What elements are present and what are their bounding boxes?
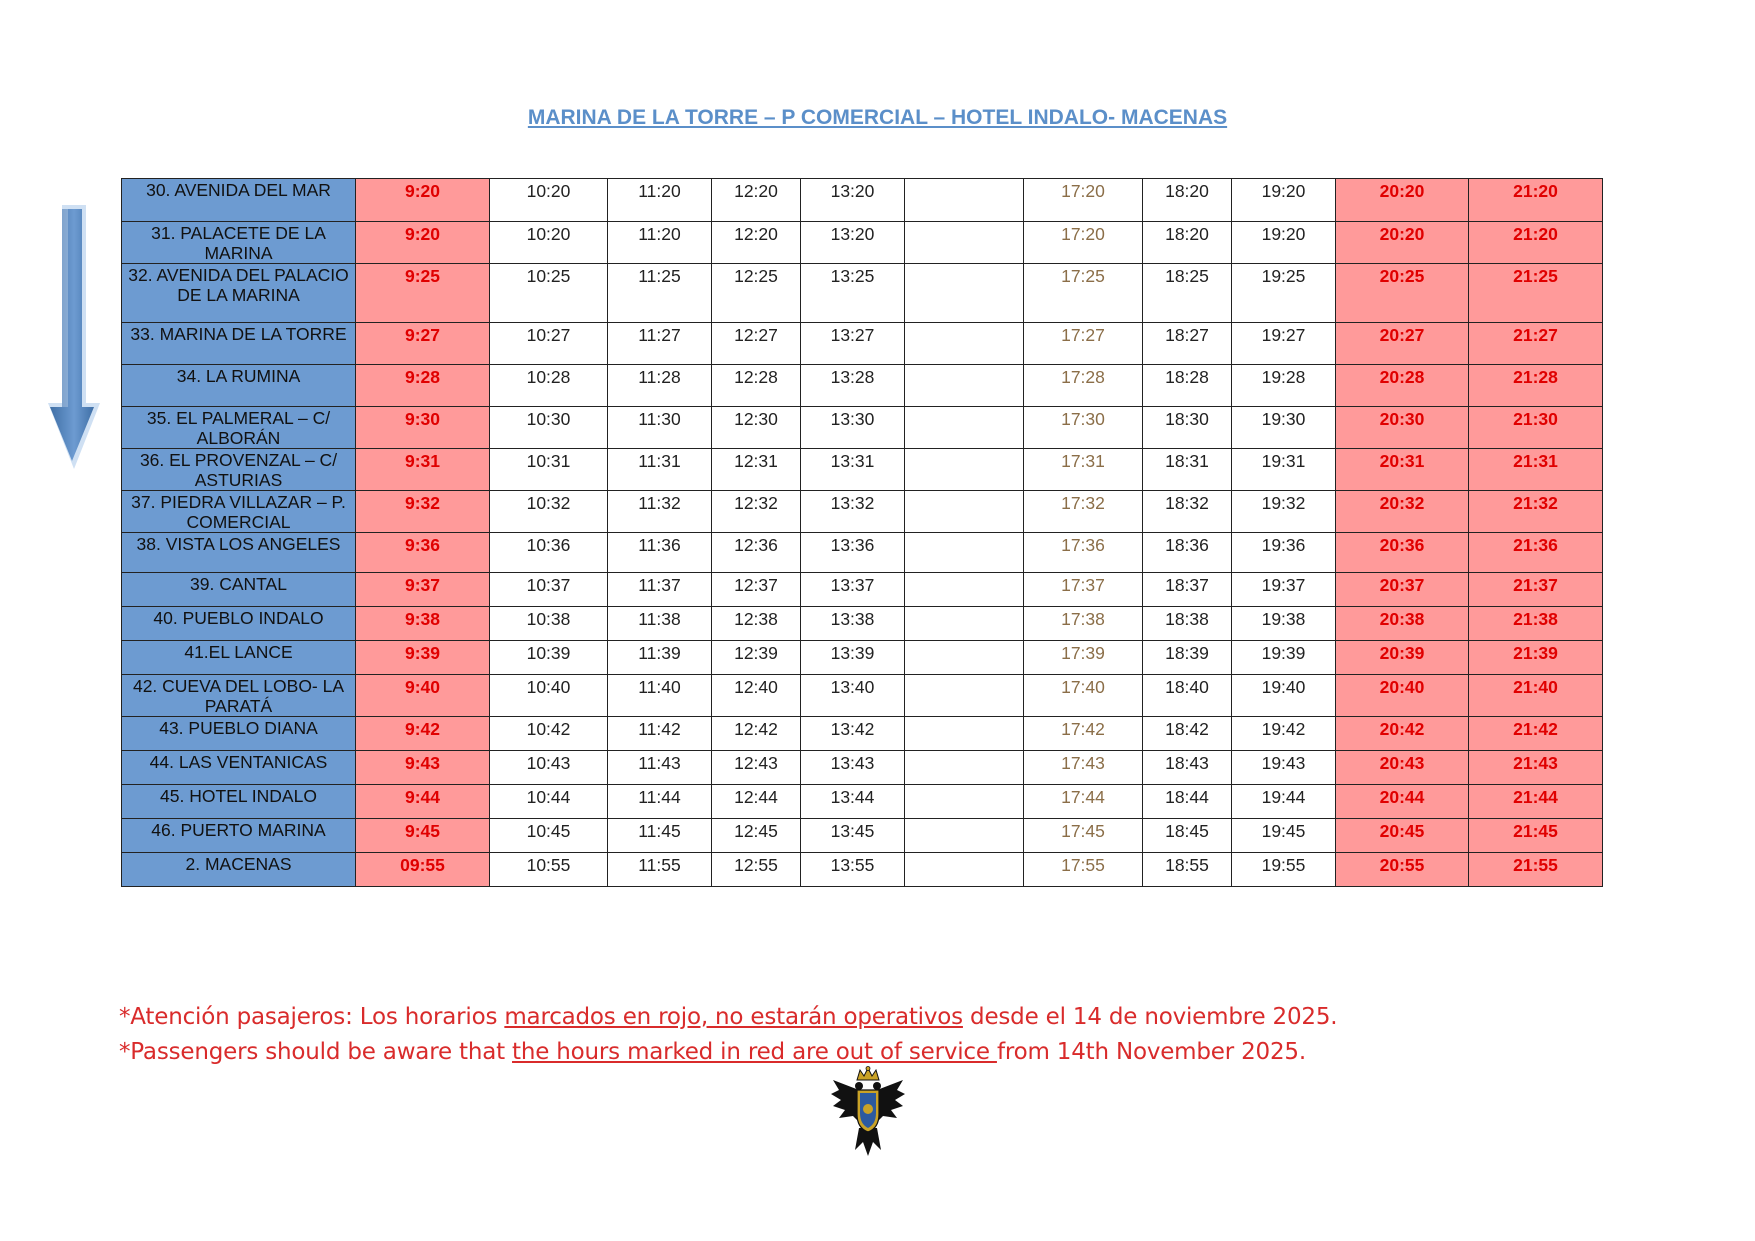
departure-time: 12:37	[712, 573, 801, 607]
departure-time: 9:25	[356, 264, 490, 323]
departure-time: 12:20	[712, 222, 801, 264]
departure-time: 12:55	[712, 853, 801, 887]
departure-time: 13:39	[801, 641, 905, 675]
departure-time: 17:42	[1024, 717, 1143, 751]
table-row	[122, 533, 1603, 573]
departure-time: 19:27	[1232, 323, 1336, 365]
departure-time: 9:31	[356, 449, 490, 491]
departure-time: 21:40	[1469, 675, 1603, 717]
departure-time: 11:43	[608, 751, 712, 785]
departure-time: 19:45	[1232, 819, 1336, 853]
stop-name: 2. MACENAS	[122, 853, 356, 887]
departure-time: 18:42	[1143, 717, 1232, 751]
departure-time: 21:38	[1469, 607, 1603, 641]
departure-time: 19:28	[1232, 365, 1336, 407]
departure-time: 9:42	[356, 717, 490, 751]
departure-time: 10:25	[490, 264, 608, 323]
departure-time: 11:39	[608, 641, 712, 675]
notice-es-underlined: marcados en rojo, no estarán operativos	[504, 1004, 963, 1030]
notice-es-before: *Atención pasajeros: Los horarios	[119, 1004, 505, 1030]
departure-time: 13:55	[801, 853, 905, 887]
departure-time: 9:38	[356, 607, 490, 641]
departure-time: 18:45	[1143, 819, 1232, 853]
notice-en-after: from 14th November 2025.	[996, 1039, 1306, 1065]
departure-time: 18:30	[1143, 407, 1232, 449]
empty-cell	[905, 607, 1024, 641]
empty-cell	[905, 675, 1024, 717]
departure-time: 17:45	[1024, 819, 1143, 853]
departure-time: 19:32	[1232, 491, 1336, 533]
departure-time: 18:20	[1143, 222, 1232, 264]
departure-time: 18:32	[1143, 491, 1232, 533]
departure-time: 17:32	[1024, 491, 1143, 533]
departure-time: 21:37	[1469, 573, 1603, 607]
departure-time: 13:45	[801, 819, 905, 853]
departure-time: 18:38	[1143, 607, 1232, 641]
departure-time: 20:25	[1336, 264, 1469, 323]
notice-en-before: *Passengers should be aware that	[119, 1039, 513, 1065]
table-row	[122, 491, 1603, 533]
empty-cell	[905, 179, 1024, 222]
departure-time: 13:28	[801, 365, 905, 407]
departure-time: 21:31	[1469, 449, 1603, 491]
departure-time: 20:20	[1336, 222, 1469, 264]
departure-time: 12:25	[712, 264, 801, 323]
empty-cell	[905, 407, 1024, 449]
departure-time: 21:45	[1469, 819, 1603, 853]
departure-time: 17:37	[1024, 573, 1143, 607]
departure-time: 20:45	[1336, 819, 1469, 853]
coat-of-arms-crest	[829, 1066, 907, 1158]
departure-time: 21:30	[1469, 407, 1603, 449]
departure-time: 13:36	[801, 533, 905, 573]
departure-time: 21:25	[1469, 264, 1603, 323]
departure-time: 11:38	[608, 607, 712, 641]
page-title: MARINA DE LA TORRE – P COMERCIAL – HOTEL INDALO- MACENAS	[527, 106, 1228, 129]
departure-time: 9:20	[356, 179, 490, 222]
departure-time: 17:36	[1024, 533, 1143, 573]
departure-time: 20:31	[1336, 449, 1469, 491]
empty-cell	[905, 853, 1024, 887]
departure-time: 9:27	[356, 323, 490, 365]
departure-time: 12:28	[712, 365, 801, 407]
departure-time: 10:36	[490, 533, 608, 573]
departure-time: 13:42	[801, 717, 905, 751]
table-row	[122, 323, 1603, 365]
departure-time: 11:37	[608, 573, 712, 607]
departure-time: 12:32	[712, 491, 801, 533]
departure-time: 12:31	[712, 449, 801, 491]
stop-name: 46. PUERTO MARINA	[122, 819, 356, 853]
table-row	[122, 573, 1603, 607]
departure-time: 13:20	[801, 179, 905, 222]
departure-time: 19:55	[1232, 853, 1336, 887]
empty-cell	[905, 264, 1024, 323]
departure-time: 20:30	[1336, 407, 1469, 449]
departure-time: 18:25	[1143, 264, 1232, 323]
departure-time: 11:36	[608, 533, 712, 573]
departure-time: 21:39	[1469, 641, 1603, 675]
empty-cell	[905, 819, 1024, 853]
departure-time: 20:40	[1336, 675, 1469, 717]
departure-time: 12:39	[712, 641, 801, 675]
stop-name: 43. PUEBLO DIANA	[122, 717, 356, 751]
departure-time: 20:55	[1336, 853, 1469, 887]
departure-time: 18:40	[1143, 675, 1232, 717]
departure-time: 10:37	[490, 573, 608, 607]
stop-name: 38. VISTA LOS ANGELES	[122, 533, 356, 573]
empty-cell	[905, 491, 1024, 533]
departure-time: 21:27	[1469, 323, 1603, 365]
departure-time: 10:43	[490, 751, 608, 785]
departure-time: 20:42	[1336, 717, 1469, 751]
empty-cell	[905, 533, 1024, 573]
departure-time: 13:30	[801, 407, 905, 449]
departure-time: 18:39	[1143, 641, 1232, 675]
departure-time: 11:28	[608, 365, 712, 407]
departure-time: 17:30	[1024, 407, 1143, 449]
departure-time: 11:55	[608, 853, 712, 887]
departure-time: 9:32	[356, 491, 490, 533]
departure-time: 20:39	[1336, 641, 1469, 675]
departure-time: 18:27	[1143, 323, 1232, 365]
empty-cell	[905, 222, 1024, 264]
departure-time: 11:30	[608, 407, 712, 449]
departure-time: 9:44	[356, 785, 490, 819]
departure-time: 19:42	[1232, 717, 1336, 751]
departure-time: 19:30	[1232, 407, 1336, 449]
empty-cell	[905, 785, 1024, 819]
stop-name: 31. PALACETE DE LA MARINA	[122, 222, 356, 264]
departure-time: 18:37	[1143, 573, 1232, 607]
departure-time: 21:44	[1469, 785, 1603, 819]
departure-time: 18:20	[1143, 179, 1232, 222]
departure-time: 13:37	[801, 573, 905, 607]
departure-time: 10:39	[490, 641, 608, 675]
departure-time: 12:36	[712, 533, 801, 573]
departure-time: 13:44	[801, 785, 905, 819]
departure-time: 9:45	[356, 819, 490, 853]
departure-time: 11:45	[608, 819, 712, 853]
departure-time: 9:36	[356, 533, 490, 573]
departure-time: 9:39	[356, 641, 490, 675]
departure-time: 10:45	[490, 819, 608, 853]
stop-name: 41.EL LANCE	[122, 641, 356, 675]
departure-time: 13:25	[801, 264, 905, 323]
notice-en-underlined: the hours marked in red are out of service	[512, 1039, 997, 1065]
departure-time: 11:32	[608, 491, 712, 533]
departure-time: 20:27	[1336, 323, 1469, 365]
table-row	[122, 607, 1603, 641]
departure-time: 13:32	[801, 491, 905, 533]
departure-time: 18:31	[1143, 449, 1232, 491]
stop-name: 42. CUEVA DEL LOBO- LA PARATÁ	[122, 675, 356, 717]
departure-time: 12:43	[712, 751, 801, 785]
departure-time: 13:31	[801, 449, 905, 491]
stop-name: 35. EL PALMERAL – C/ ALBORÁN	[122, 407, 356, 449]
departure-time: 11:27	[608, 323, 712, 365]
departure-time: 10:40	[490, 675, 608, 717]
stop-name: 45. HOTEL INDALO	[122, 785, 356, 819]
departure-time: 12:42	[712, 717, 801, 751]
table-row	[122, 853, 1603, 887]
departure-time: 17:39	[1024, 641, 1143, 675]
departure-time: 11:31	[608, 449, 712, 491]
departure-time: 12:27	[712, 323, 801, 365]
table-row	[122, 675, 1603, 717]
departure-time: 11:40	[608, 675, 712, 717]
departure-time: 12:20	[712, 179, 801, 222]
departure-time: 12:30	[712, 407, 801, 449]
empty-cell	[905, 751, 1024, 785]
departure-time: 12:45	[712, 819, 801, 853]
departure-time: 9:37	[356, 573, 490, 607]
down-arrow-icon	[48, 203, 100, 473]
departure-time: 20:32	[1336, 491, 1469, 533]
table-row	[122, 819, 1603, 853]
departure-time: 19:20	[1232, 222, 1336, 264]
schedule-table	[121, 178, 1603, 887]
stop-name: 32. AVENIDA DEL PALACIO DE LA MARINA	[122, 264, 356, 323]
table-row	[122, 751, 1603, 785]
departure-time: 21:36	[1469, 533, 1603, 573]
departure-time: 19:20	[1232, 179, 1336, 222]
departure-time: 9:30	[356, 407, 490, 449]
table-row	[122, 449, 1603, 491]
departure-time: 11:44	[608, 785, 712, 819]
empty-cell	[905, 717, 1024, 751]
departure-time: 17:28	[1024, 365, 1143, 407]
table-row	[122, 785, 1603, 819]
departure-time: 20:37	[1336, 573, 1469, 607]
departure-time: 12:44	[712, 785, 801, 819]
departure-time: 9:40	[356, 675, 490, 717]
departure-time: 10:44	[490, 785, 608, 819]
stop-name: 37. PIEDRA VILLAZAR – P. COMERCIAL	[122, 491, 356, 533]
departure-time: 17:25	[1024, 264, 1143, 323]
empty-cell	[905, 323, 1024, 365]
departure-time: 20:20	[1336, 179, 1469, 222]
departure-time: 09:55	[356, 853, 490, 887]
departure-time: 10:42	[490, 717, 608, 751]
departure-time: 11:20	[608, 179, 712, 222]
departure-time: 17:43	[1024, 751, 1143, 785]
departure-time: 19:40	[1232, 675, 1336, 717]
departure-time: 10:55	[490, 853, 608, 887]
stop-name: 33. MARINA DE LA TORRE	[122, 323, 356, 365]
departure-time: 17:20	[1024, 179, 1143, 222]
departure-time: 13:43	[801, 751, 905, 785]
departure-time: 21:55	[1469, 853, 1603, 887]
departure-time: 18:43	[1143, 751, 1232, 785]
stop-name: 40. PUEBLO INDALO	[122, 607, 356, 641]
table-row	[122, 641, 1603, 675]
departure-time: 21:28	[1469, 365, 1603, 407]
departure-time: 17:44	[1024, 785, 1143, 819]
departure-time: 10:28	[490, 365, 608, 407]
departure-time: 17:38	[1024, 607, 1143, 641]
empty-cell	[905, 365, 1024, 407]
empty-cell	[905, 641, 1024, 675]
departure-time: 13:40	[801, 675, 905, 717]
departure-time: 19:37	[1232, 573, 1336, 607]
stop-name: 30. AVENIDA DEL MAR	[122, 179, 356, 222]
departure-time: 10:31	[490, 449, 608, 491]
departure-time: 10:27	[490, 323, 608, 365]
departure-time: 9:20	[356, 222, 490, 264]
empty-cell	[905, 573, 1024, 607]
notice-es-after: desde el 14 de noviembre 2025.	[962, 1004, 1338, 1030]
departure-time: 17:27	[1024, 323, 1143, 365]
notice-english	[119, 1039, 1306, 1065]
departure-time: 10:32	[490, 491, 608, 533]
stop-name: 34. LA RUMINA	[122, 365, 356, 407]
departure-time: 18:55	[1143, 853, 1232, 887]
departure-time: 19:25	[1232, 264, 1336, 323]
departure-time: 19:36	[1232, 533, 1336, 573]
departure-time: 18:44	[1143, 785, 1232, 819]
departure-time: 18:28	[1143, 365, 1232, 407]
departure-time: 10:38	[490, 607, 608, 641]
departure-time: 17:40	[1024, 675, 1143, 717]
departure-time: 10:20	[490, 222, 608, 264]
table-row	[122, 717, 1603, 751]
departure-time: 20:28	[1336, 365, 1469, 407]
departure-time: 20:38	[1336, 607, 1469, 641]
table-row	[122, 222, 1603, 264]
stop-name: 36. EL PROVENZAL – C/ ASTURIAS	[122, 449, 356, 491]
departure-time: 21:42	[1469, 717, 1603, 751]
departure-time: 11:42	[608, 717, 712, 751]
empty-cell	[905, 449, 1024, 491]
departure-time: 21:20	[1469, 222, 1603, 264]
departure-time: 19:38	[1232, 607, 1336, 641]
stop-name: 44. LAS VENTANICAS	[122, 751, 356, 785]
table-row	[122, 407, 1603, 449]
departure-time: 21:32	[1469, 491, 1603, 533]
departure-time: 17:31	[1024, 449, 1143, 491]
departure-time: 17:20	[1024, 222, 1143, 264]
departure-time: 10:20	[490, 179, 608, 222]
table-row	[122, 365, 1603, 407]
departure-time: 20:36	[1336, 533, 1469, 573]
table-row	[122, 179, 1603, 222]
departure-time: 10:30	[490, 407, 608, 449]
departure-time: 18:36	[1143, 533, 1232, 573]
departure-time: 19:44	[1232, 785, 1336, 819]
departure-time: 19:39	[1232, 641, 1336, 675]
notice-spanish	[119, 1004, 1337, 1030]
departure-time: 12:38	[712, 607, 801, 641]
stop-name: 39. CANTAL	[122, 573, 356, 607]
departure-time: 13:27	[801, 323, 905, 365]
departure-time: 13:20	[801, 222, 905, 264]
departure-time: 11:20	[608, 222, 712, 264]
departure-time: 9:43	[356, 751, 490, 785]
departure-time: 11:25	[608, 264, 712, 323]
departure-time: 21:43	[1469, 751, 1603, 785]
departure-time: 20:43	[1336, 751, 1469, 785]
departure-time: 19:31	[1232, 449, 1336, 491]
departure-time: 13:38	[801, 607, 905, 641]
departure-time: 12:40	[712, 675, 801, 717]
departure-time: 21:20	[1469, 179, 1603, 222]
departure-time: 17:55	[1024, 853, 1143, 887]
departure-time: 9:28	[356, 365, 490, 407]
departure-time: 19:43	[1232, 751, 1336, 785]
table-row	[122, 264, 1603, 323]
departure-time: 20:44	[1336, 785, 1469, 819]
